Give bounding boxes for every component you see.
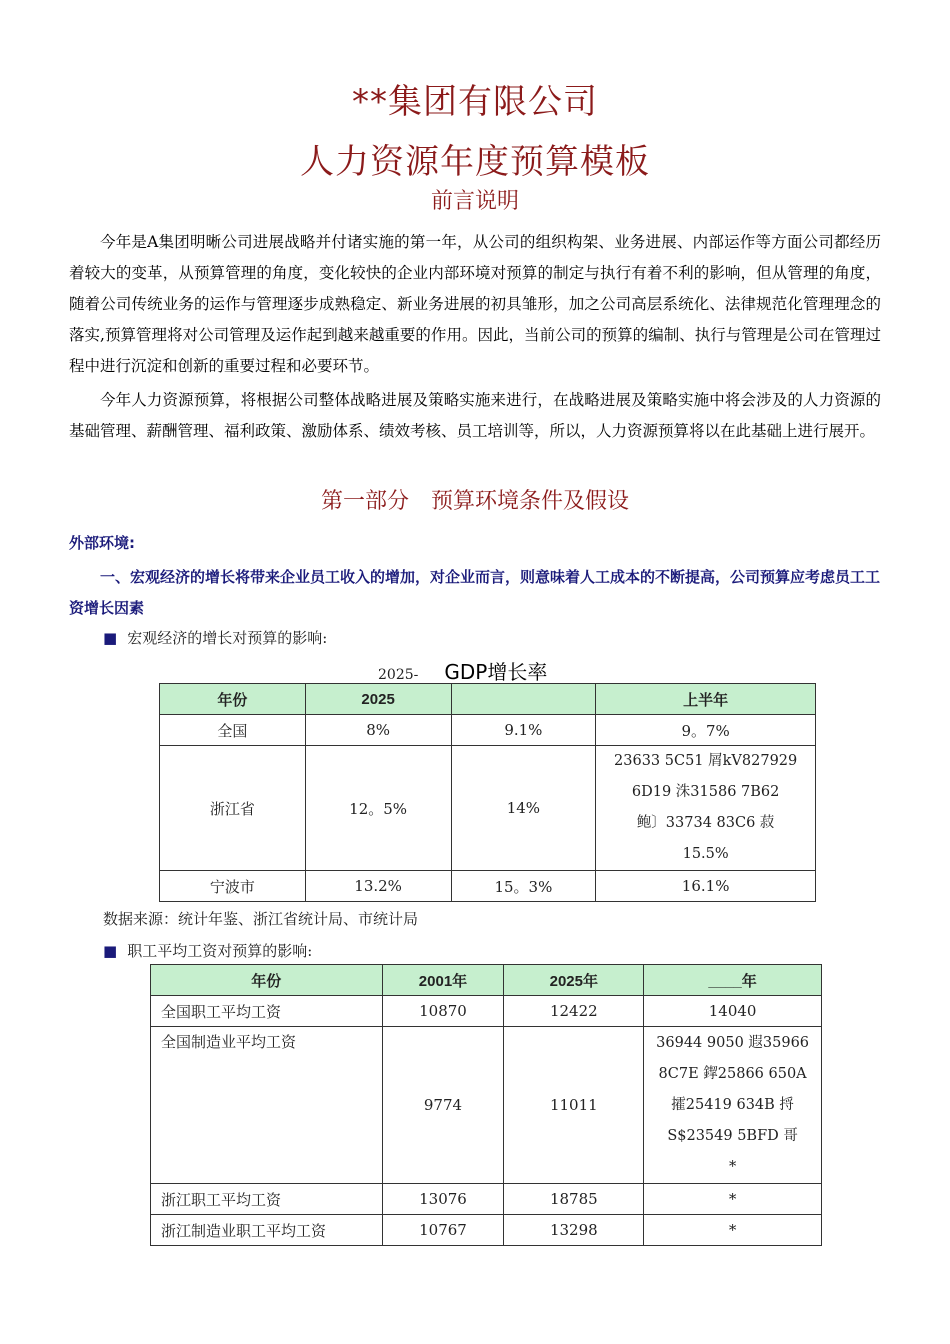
square-bullet-icon: ■	[103, 629, 118, 647]
header-cell	[451, 684, 596, 715]
table-cell: 13076	[382, 1184, 504, 1215]
header-cell: ____年	[644, 965, 822, 996]
header-cell: 年份	[160, 684, 306, 715]
table-cell: 18785	[504, 1184, 644, 1215]
table-cell: 14040	[644, 996, 822, 1027]
table-cell: 全国	[160, 715, 306, 746]
table-row	[160, 715, 816, 746]
table-cell: 12422	[504, 996, 644, 1027]
header-cell: 上半年	[596, 684, 816, 715]
cell-line: 23633 5C51 屑kV827929	[614, 753, 798, 769]
cell-line: 15.5%	[682, 846, 729, 862]
header-cell: 2025	[305, 684, 451, 715]
table-cell: 全国职工平均工资	[151, 996, 383, 1027]
table-cell: 浙江职工平均工资	[151, 1184, 383, 1215]
table-row	[151, 1027, 822, 1184]
intro-paragraph-2: 今年人力资源预算，将根据公司整体战略进展及策略实施来进行，在战略进展及策略实施中将会涉及的人力资源的基础管理、薪酬管理、福利政策、激励体系、绩效考核、员工培训等，所以，人力资源预算将以在此基础上进行展开。	[69, 391, 881, 440]
document-title: 人力资源年度预算模板	[300, 142, 650, 182]
table-row	[160, 871, 816, 902]
table-cell: *	[644, 1184, 822, 1215]
intro-paragraph-1: 今年是A集团明晰公司进展战略并付诸实施的第一年，从公司的组织构架、业务进展、内部运作等方面公司都经历着较大的变革，从预算管理的角度，变化较快的企业内部环境对预算的制定与执行有着不利的影响，但从管理的角度，随着公司传统业务的运作与管理逐步成熟稳定、新业务进展的初具雏形，加之公司高层系统化、法律规范化管理理念的落实,预算管理将对公司管理及运作起到越来越重要的作用。因此，当前公司的预算的编制、执行与管理是公司在管理过程中进行沉淀和创新的重要过程和必要环节。	[69, 233, 881, 375]
header-cell: 年份	[151, 965, 383, 996]
table-row	[151, 1184, 822, 1215]
table-cell: 13298	[504, 1215, 644, 1246]
table-row	[160, 746, 816, 871]
table-row	[151, 996, 822, 1027]
part1-heading: 第一部分 预算环境条件及假设	[320, 489, 629, 514]
header-cell: 2025年	[504, 965, 644, 996]
square-bullet-icon: ■	[103, 942, 118, 960]
wage-table	[150, 964, 822, 1246]
table-cell: 13.2%	[305, 871, 451, 902]
table-cell-multiline	[596, 746, 816, 871]
cell-line: 鲍〕33734 83C6 菽	[636, 815, 775, 831]
cell-line: 36944 9050 遐35966	[656, 1034, 810, 1051]
gdp-caption-title: GDP增长率	[444, 660, 548, 684]
table-cell: 全国制造业平均工资	[151, 1027, 383, 1184]
table-cell: 8%	[305, 715, 451, 746]
wage-bullet	[103, 940, 312, 961]
table-cell: 宁波市	[160, 871, 306, 902]
company-name: **集团有限公司	[352, 82, 598, 122]
gdp-bullet	[103, 627, 327, 648]
table-cell: 10870	[382, 996, 504, 1027]
table-cell: 9774	[382, 1027, 504, 1184]
table-cell: *	[644, 1215, 822, 1246]
table-header-row	[160, 684, 816, 715]
header-cell: 2001年	[382, 965, 504, 996]
gdp-table	[159, 683, 816, 902]
table-cell: 10767	[382, 1215, 504, 1246]
table-cell: 16.1%	[596, 871, 816, 902]
table-cell: 浙江省	[160, 746, 306, 871]
wage-bullet-text: 职工平均工资对预算的影响:	[127, 942, 313, 960]
table-cell-multiline	[644, 1027, 822, 1184]
table-cell: 11011	[504, 1027, 644, 1184]
cell-line: *	[728, 1158, 737, 1175]
point-one: 一、宏观经济的增长将带来企业员工收入的增加，对企业而言，则意味着人工成本的不断提高，公司预算应考虑员工工资增长因素	[69, 568, 881, 617]
cell-line: S$23549 5BFD 哥	[667, 1127, 798, 1144]
table-cell: 15。3%	[451, 871, 596, 902]
table-cell: 9。7%	[596, 715, 816, 746]
table-cell: 14%	[451, 746, 596, 871]
cell-line: 攉25419 634B 捋	[671, 1096, 794, 1113]
table-header-row	[151, 965, 822, 996]
table-cell: 9.1%	[451, 715, 596, 746]
table-row	[151, 1215, 822, 1246]
gdp-caption	[378, 656, 547, 685]
cell-line: 6D19 洙31586 7B62	[631, 784, 780, 800]
gdp-bullet-text: 宏观经济的增长对预算的影响:	[127, 629, 328, 647]
cell-line: 8C7E 䤿25866 650A	[658, 1065, 807, 1082]
preface-heading: 前言说明	[430, 189, 519, 214]
table-cell: 12。5%	[305, 746, 451, 871]
external-env-label: 外部环境:	[69, 534, 135, 552]
table-cell: 浙江制造业职工平均工资	[151, 1215, 383, 1246]
data-source-note: 数据来源：统计年鉴、浙江省统计局、市统计局	[103, 910, 419, 928]
gdp-caption-year: 2025-	[378, 667, 419, 683]
